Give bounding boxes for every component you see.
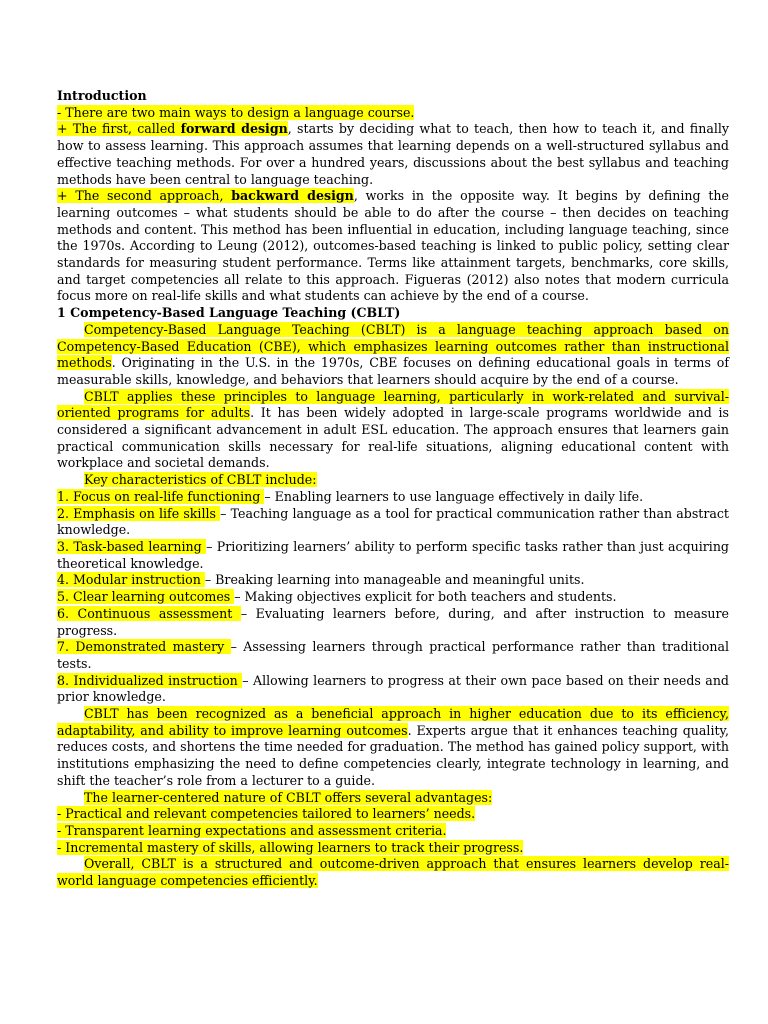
advantage-item xyxy=(57,806,729,823)
paragraph-text: , works in the opposite way. It begins by defining the learning outcomes – what students should be able to do after the course – then decides on teaching methods and content. This method has been influential in education, including language teaching, since the 1970s. According to Leung (2012), outcomes-based teaching is linked to public policy, setting clear standards for measuring student performance. Terms like attainment targets, benchmarks, core skills, and target competencies all relate to this approach. Figueras (2012) also notes that modern curricula focus more on real-life skills and what students can achieve by the end of a course. xyxy=(57,188,729,304)
advantage-item xyxy=(57,823,729,840)
characteristic-title: 5. Clear learning outcomes xyxy=(57,589,235,605)
characteristic-title: 8. Individualized instruction xyxy=(57,672,243,688)
characteristic-text: – Teaching language as a tool for practical communication rather than abstract knowledge. xyxy=(57,505,729,538)
characteristic-text: – Evaluating learners before, during, and after instruction to measure progress. xyxy=(57,605,730,638)
highlighted-text: The learner-centered nature of CBLT offers several advantages: xyxy=(84,789,493,805)
highlighted-text: CBLT applies these principles to language learning, particularly in work-related and survival-oriented programs for adults xyxy=(57,388,729,421)
forward-design-term: forward design xyxy=(180,121,288,137)
cblt-paragraph-2 xyxy=(57,389,729,473)
paragraph-text: . Experts argue that it enhances teaching quality, reduces costs, and shortens the time needed for graduation. The method has gained policy support, with institutions emphasizing the need to define competencies clearly, integrate technology in learning, and shift the teacher’s role from a lecturer to a guide. xyxy=(57,722,729,788)
paragraph-text: , starts by deciding what to teach, then how to teach it, and finally how to assess learning. This approach assumes that learning depends on a well-structured syllabus and effective teaching methods. For over a hundred years, discussions about the best syllabus and teaching methods have been central to language teaching. xyxy=(57,121,729,187)
highlighted-text: CBLT has been recognized as a beneficial approach in higher education due to its efficiency, adaptability, and ability to improve learning outcomes xyxy=(57,706,729,738)
advantage-text: - Incremental mastery of skills, allowing learners to track their progress. xyxy=(57,839,524,855)
paragraph-text: . Originating in the U.S. in the 1970s, CBE focuses on defining educational goals in terms of measurable skills, knowledge, and behaviors that learners should acquire by the end of a course. xyxy=(57,355,729,387)
characteristic-item xyxy=(57,572,729,589)
cblt-heading: 1 Competency-Based Language Teaching (CBLT) xyxy=(57,305,401,321)
characteristic-item xyxy=(57,506,729,539)
intro-heading: Introduction xyxy=(57,88,147,103)
characteristic-title: 7. Demonstrated mastery xyxy=(57,639,231,655)
intro-paragraph-backward-design xyxy=(57,188,729,305)
highlighted-text: Key characteristics of CBLT include: xyxy=(84,472,317,488)
key-characteristics-heading xyxy=(57,472,729,489)
paragraph-text: . It has been widely adopted in large-scale programs worldwide and is considered a significant advancement in adult ESL education. The approach ensures that learners gain practical communication skills necessary for real-life situations, aligning educational content with workplace and societal demands. xyxy=(57,405,729,471)
highlighted-text: Overall, CBLT is a structured and outcome-driven approach that ensures learners develop real-world language competencies efficiently. xyxy=(57,856,729,889)
backward-design-term: backward design xyxy=(231,188,354,204)
characteristic-item xyxy=(57,539,729,572)
highlighted-text: Competency-Based Language Teaching (CBLT) is a language teaching approach based on Competency-Based Education (CBE), which emphasizes learning outcomes rather than instructional methods xyxy=(57,321,729,371)
advantage-text: - Practical and relevant competencies tailored to learners’ needs. xyxy=(57,806,476,822)
characteristic-item xyxy=(57,606,729,639)
characteristic-text: – Assessing learners through practical performance rather than traditional tests. xyxy=(57,639,729,671)
characteristic-text: – Making objectives explicit for both teachers and students. xyxy=(234,589,617,605)
intro-paragraph-1 xyxy=(57,105,729,122)
characteristic-text: – Prioritizing learners’ ability to perform specific tasks rather than just acquiring theoretical knowledge. xyxy=(57,538,729,571)
characteristic-text: – Allowing learners to progress at their own pace based on their needs and prior knowledge. xyxy=(57,672,729,705)
characteristic-item xyxy=(57,589,729,606)
characteristic-title: 2. Emphasis on life skills xyxy=(57,505,221,521)
conclusion-paragraph xyxy=(57,856,729,889)
advantages-heading xyxy=(57,790,729,807)
characteristic-text: – Breaking learning into manageable and meaningful units. xyxy=(204,572,585,588)
highlighted-text: - There are two main ways to design a language course. xyxy=(57,104,415,120)
advantage-text: - Transparent learning expectations and assessment criteria. xyxy=(57,822,447,838)
characteristic-item xyxy=(57,673,729,706)
characteristic-title: 6. Continuous assessment xyxy=(57,605,241,621)
characteristic-item xyxy=(57,639,729,672)
characteristic-title: 3. Task-based learning xyxy=(57,538,207,554)
characteristic-text: – Enabling learners to use language effectively in daily life. xyxy=(264,488,644,504)
advantage-item xyxy=(57,840,729,857)
cblt-paragraph-3 xyxy=(57,706,729,790)
highlighted-text: + The first, called xyxy=(57,121,181,137)
document-page xyxy=(57,88,729,890)
cblt-paragraph-1 xyxy=(57,322,729,389)
highlighted-text: + The second approach, xyxy=(57,188,232,204)
characteristic-title: 1. Focus on real-life functioning xyxy=(57,488,265,504)
characteristic-item xyxy=(57,489,729,506)
intro-paragraph-forward-design xyxy=(57,121,729,188)
characteristic-title: 4. Modular instruction xyxy=(57,572,205,588)
